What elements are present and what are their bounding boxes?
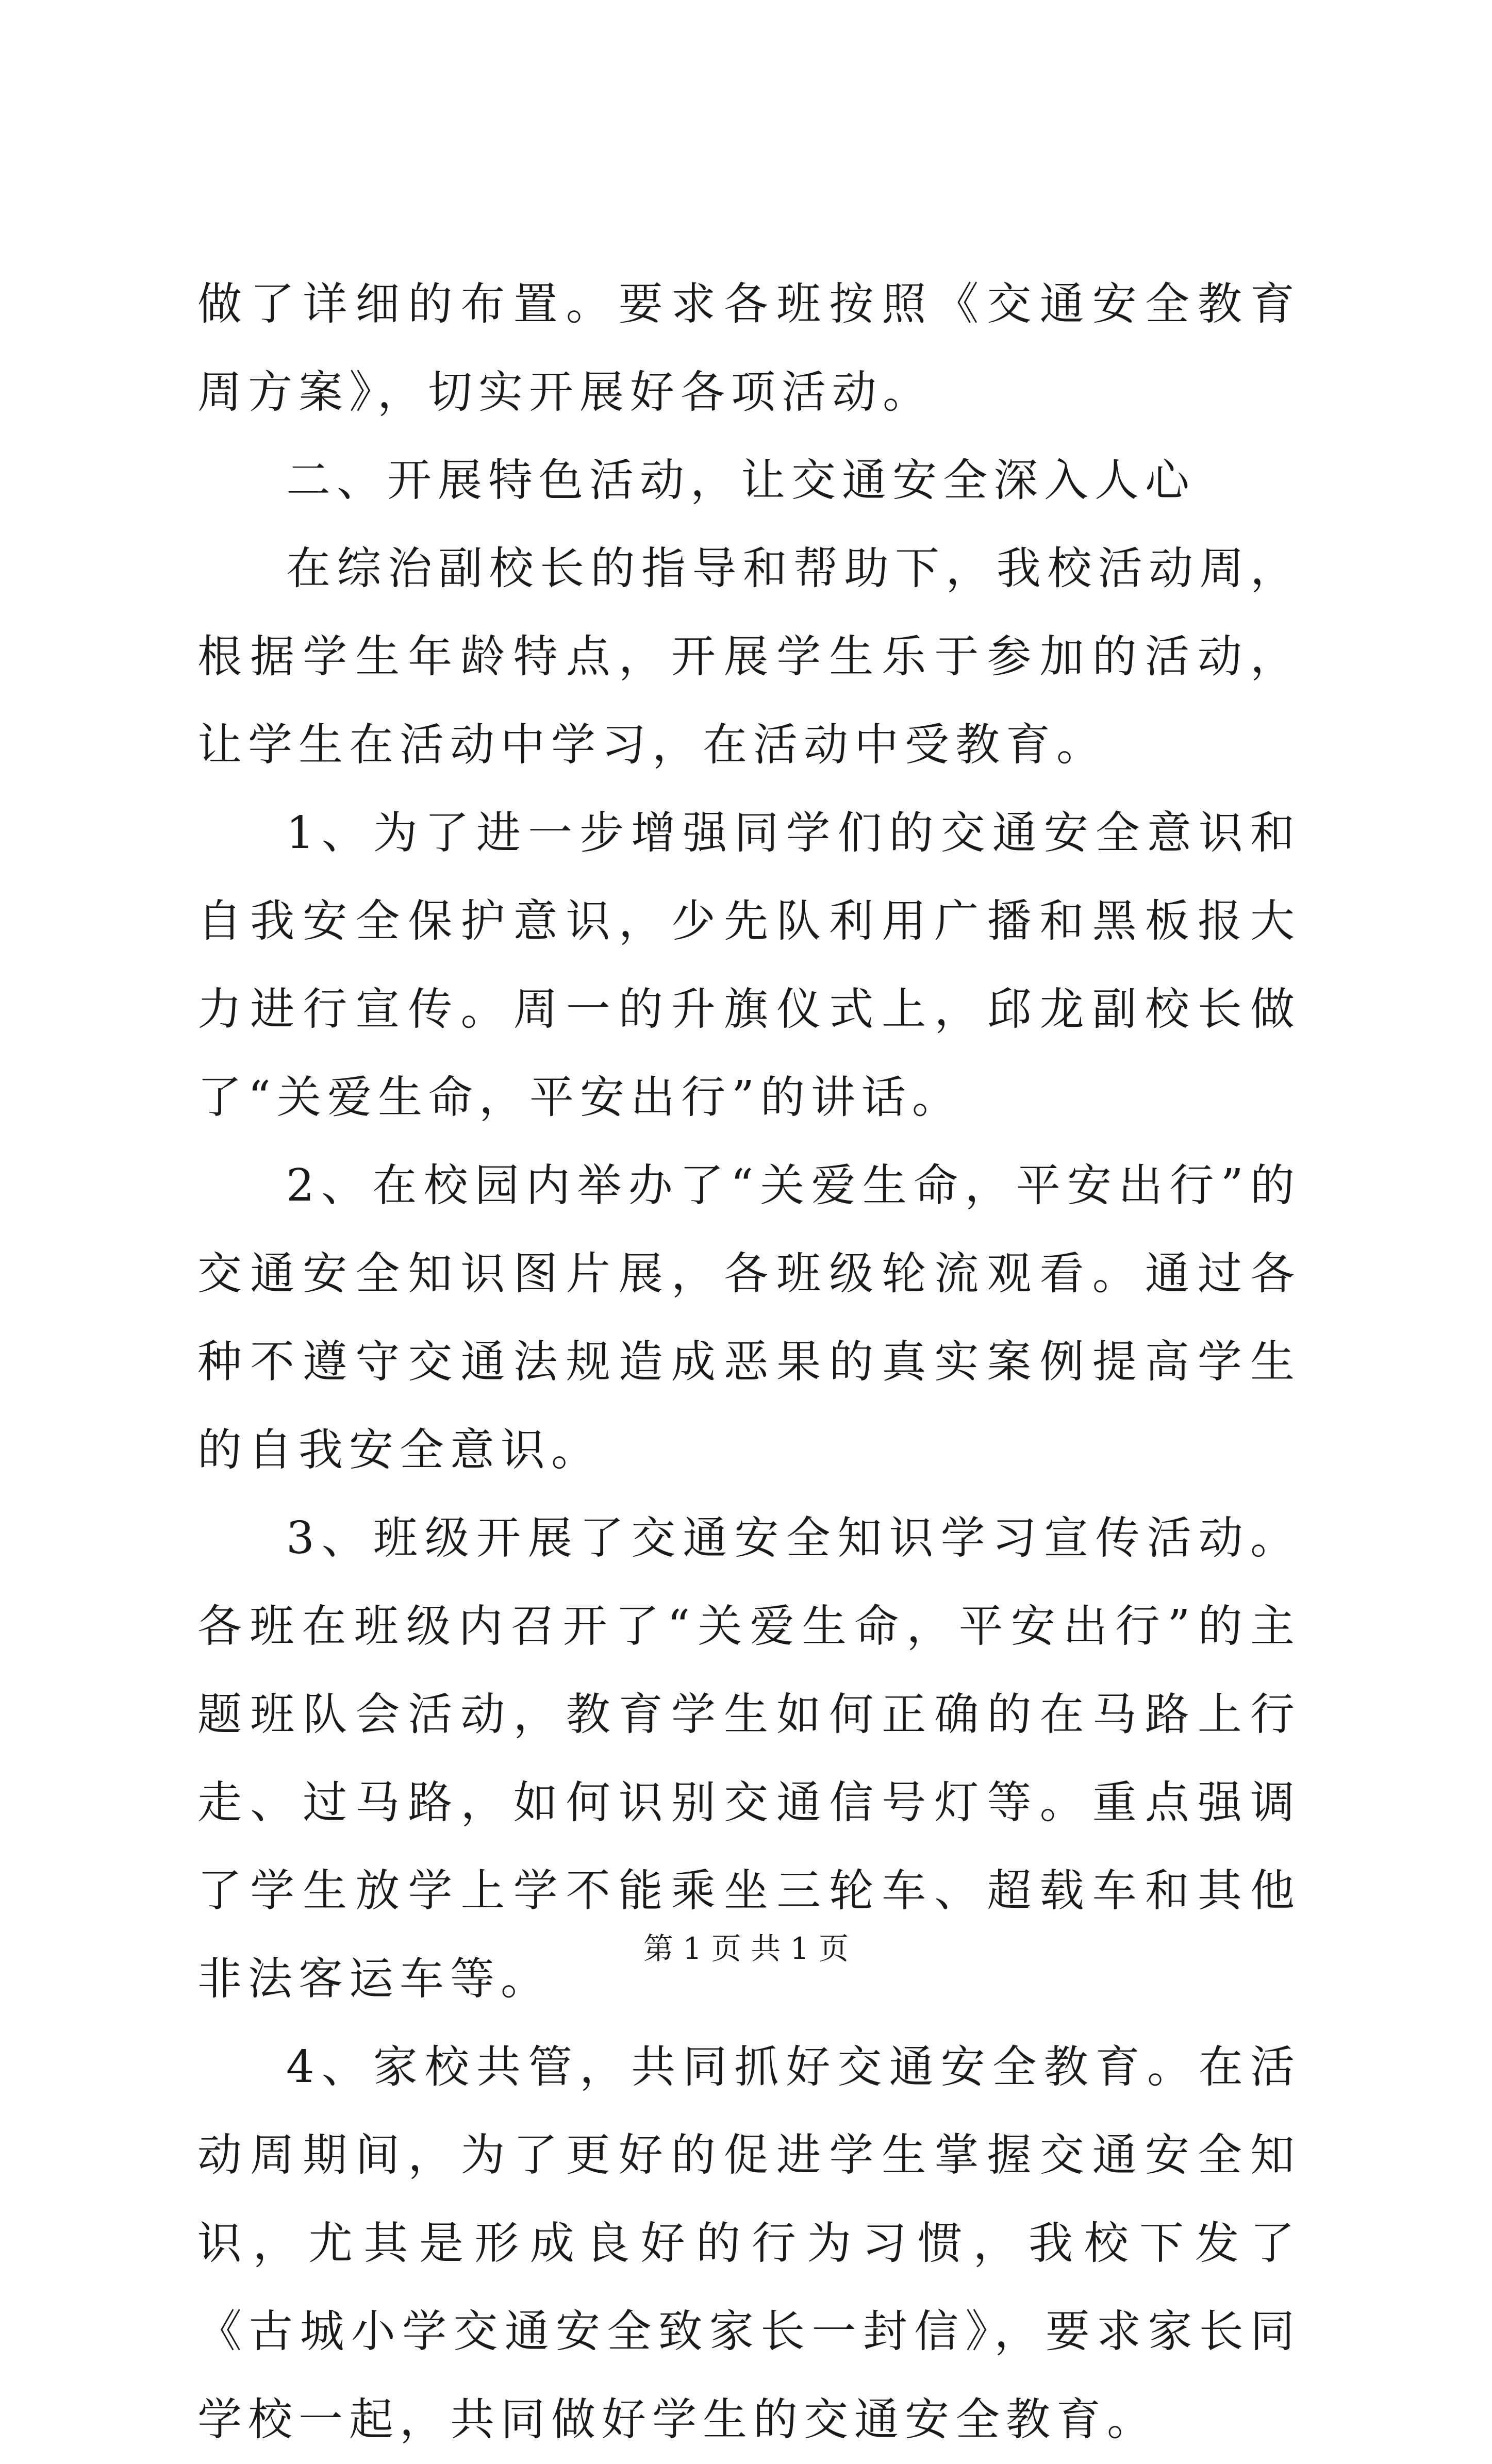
paragraph-intro: 在综治副校长的指导和帮助下，我校活动周，根据学生年龄特点，开展学生乐于参加的活动，让学生在活动中学习，在活动中受教育。 (197, 543, 1301, 771)
paragraph-continuation: 做了详细的布置。要求各班按照《交通安全教育周方案》，切实开展好各项活动。 (197, 278, 1301, 418)
paragraph-item-3: 3、班级开展了交通安全知识学习宣传活动。各班在班级内召开了“关爱生命，平安出行”的主题班队会活动，教育学生如何正确的在马路上行走、过马路，如何识别交通信号灯等。重点强调了学生放学上学不能乘坐三轮车、超载车和其他非法客运车等。 (197, 1512, 1301, 2005)
paragraph-item-1: 1、为了进一步增强同学们的交通安全意识和自我安全保护意识，少先队利用广播和黑板报大力进行宣传。周一的升旗仪式上，邱龙副校长做了“关爱生命，平安出行”的讲话。 (197, 807, 1301, 1123)
paragraph-item-2: 2、在校园内举办了“关爱生命，平安出行”的交通安全知识图片展，各班级轮流观看。通过各种不遵守交通法规造成恶果的真实案例提高学生的自我安全意识。 (197, 1160, 1301, 1476)
section-heading: 二、开展特色活动，让交通安全深入人心 (286, 455, 1196, 506)
paragraph-item-4: 4、家校共管，共同抓好交通安全教育。在活动周期间，为了更好的促进学生掌握交通安全知识，尤其是形成良好的行为习惯，我校下发了《古城小学交通安全致家长一封信》，要求家长同学校一起，共同做好学生的交通安全教育。 (197, 2041, 1301, 2445)
page-footer: 第 1 页 共 1 页 (643, 1931, 849, 1966)
document-body (197, 260, 1301, 2464)
